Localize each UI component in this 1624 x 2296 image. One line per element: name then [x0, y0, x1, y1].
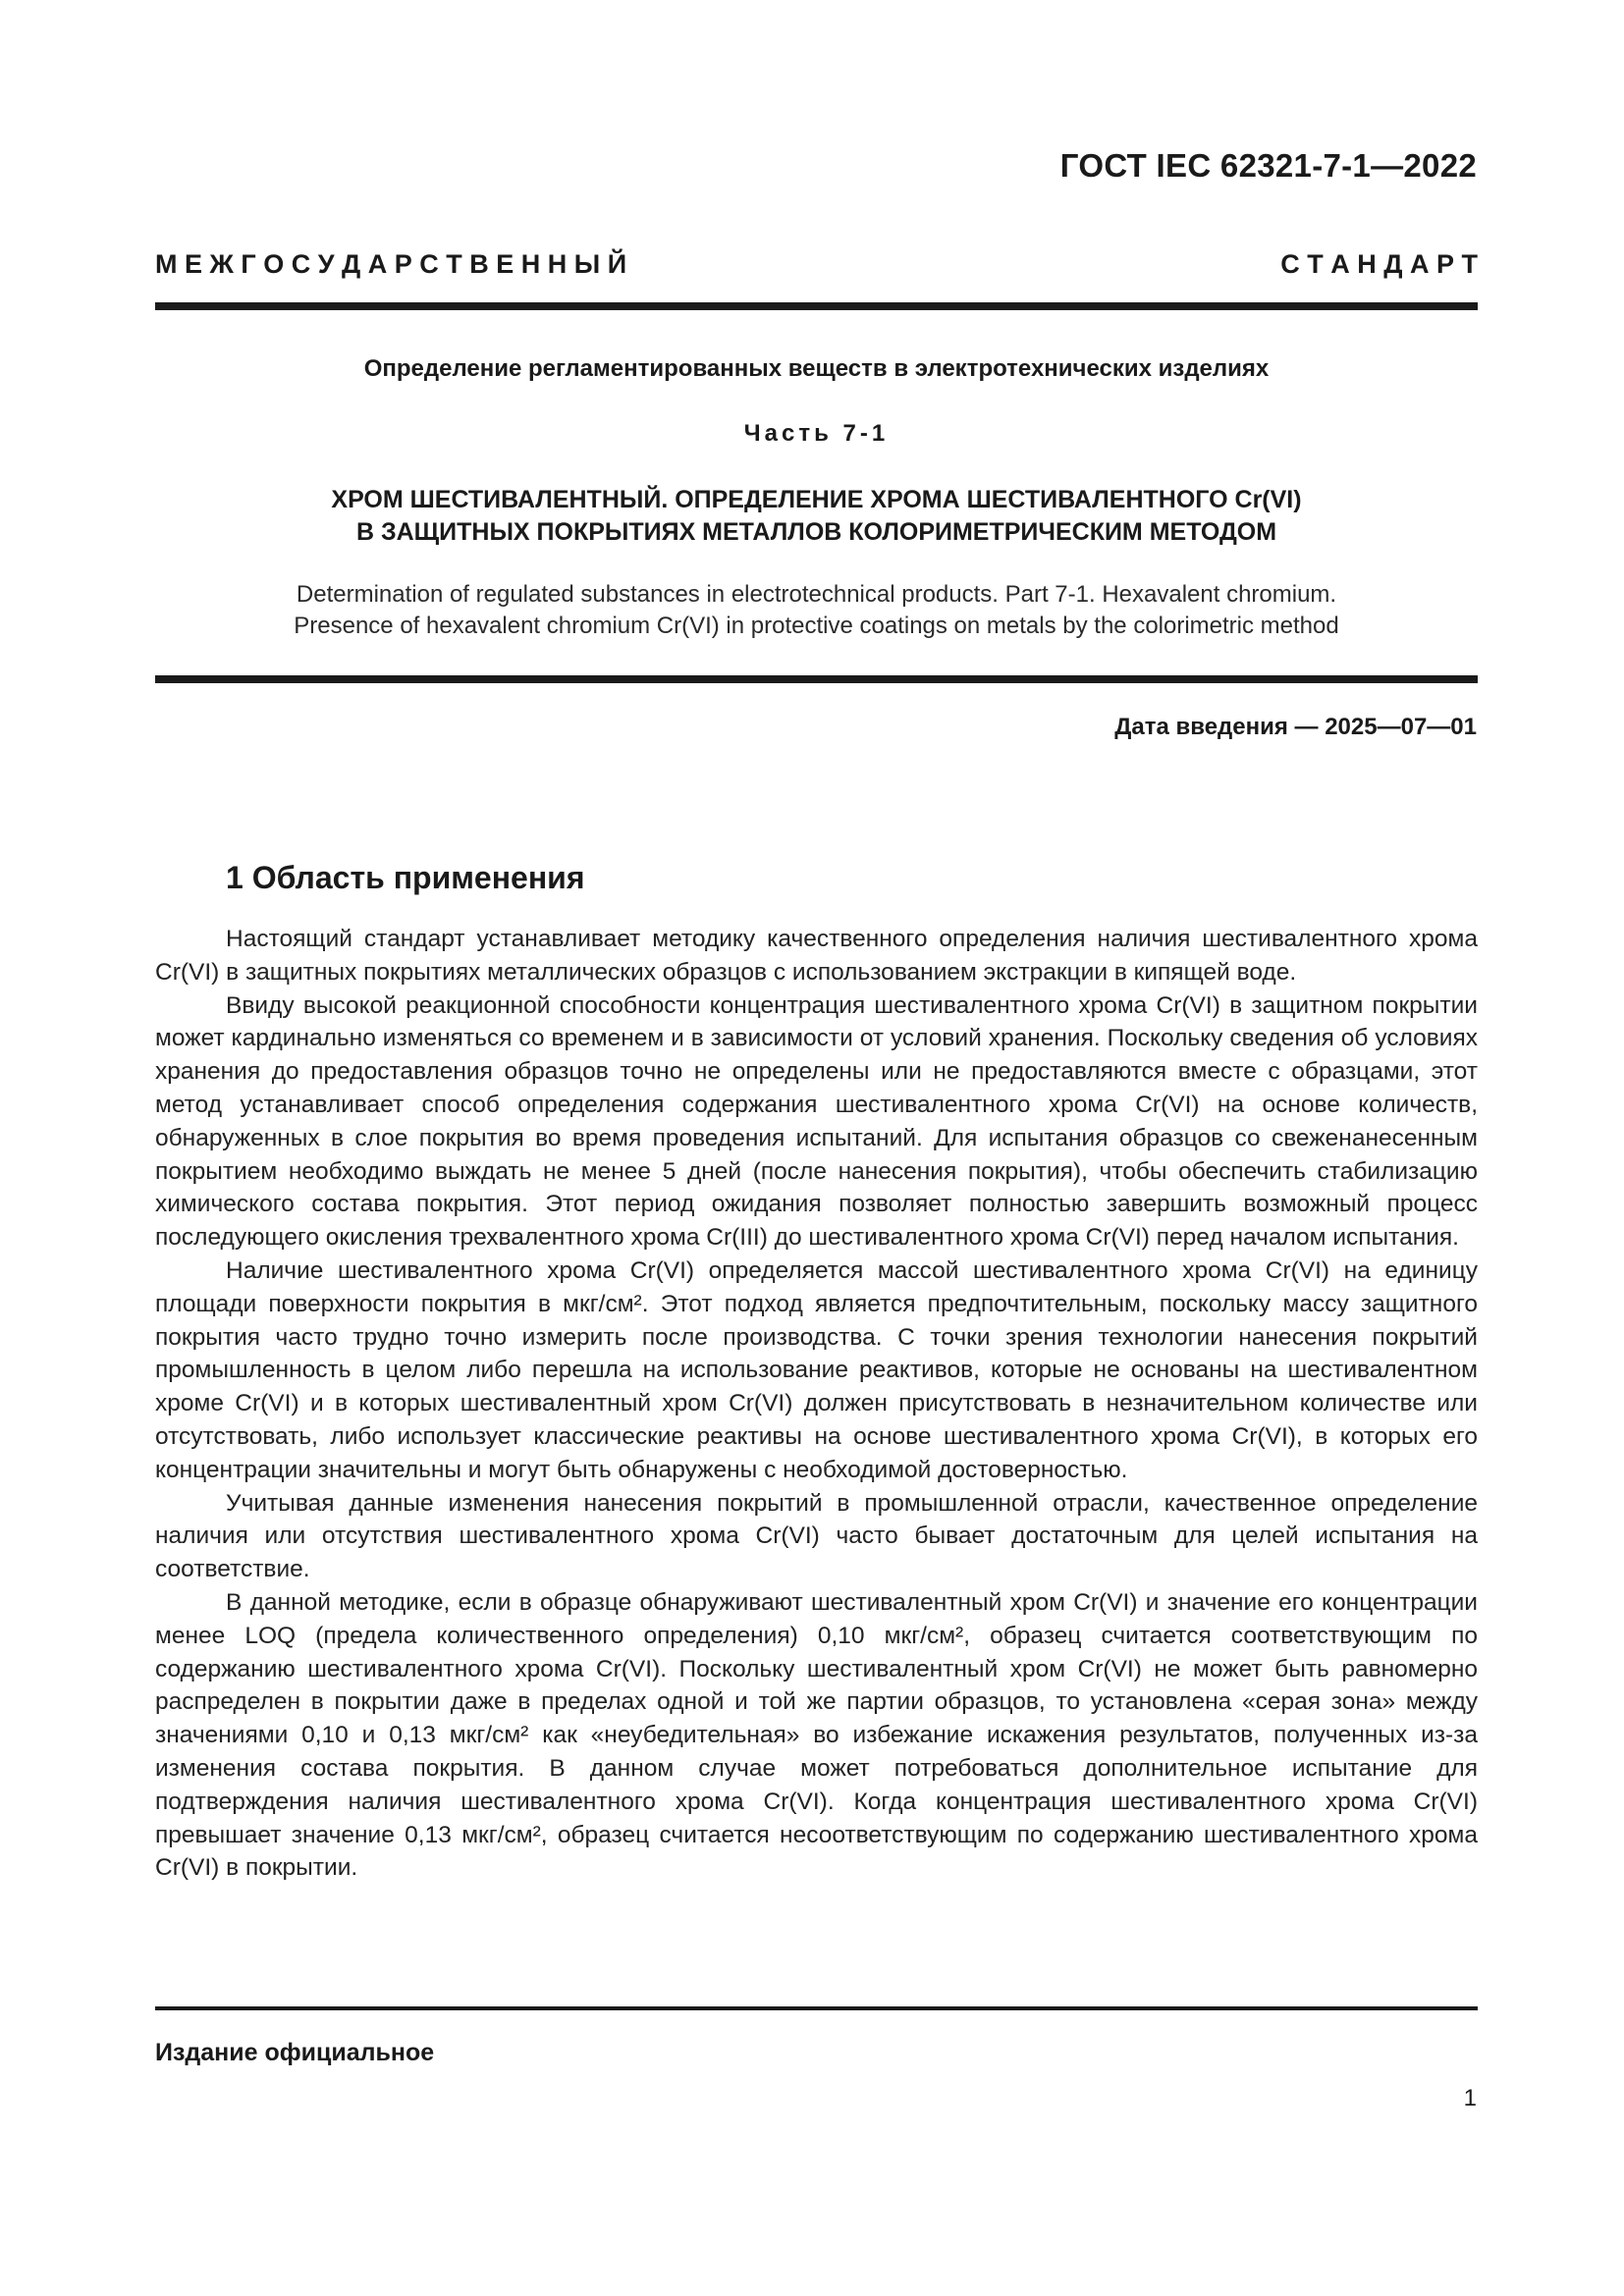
title-russian — [155, 484, 1478, 549]
standard-type — [155, 249, 1478, 280]
paragraph: Наличие шестивалентного хрома Cr(VI) определяется массой шестивалентного хрома Cr(VI) на единицу площади поверхности покрытия в мкг/см². Этот подход является предпочтительным, поскольку массу защитного покрытия часто трудно точно измерить после производства. С точки зрения технологии нанесения покрытий промышленность в целом либо перешла на использование реактивов, которые не основаны на шестивалентном хроме Cr(VI) и в которых шестивалентный хром Cr(VI) должен присутствовать в незначительном количестве или отсутствовать, либо использует классические реактивы на основе шестивалентного хрома Cr(VI), в которых его концентрации значительны и могут быть обнаружены с необходимой достоверностью. — [155, 1256, 1478, 1483]
title-english-line-1: Determination of regulated substances in electrotechnical products. Part 7-1. Hexavalent chromium. — [296, 581, 1337, 608]
introduction-date: Дата введения — 2025—07—01 — [1114, 714, 1477, 740]
standard-type-word-1: М Е Ж Г О С У Д А Р С Т В Е Н Н Ы Й — [155, 249, 627, 279]
footer-rule — [155, 2006, 1478, 2010]
section-body — [155, 923, 1478, 1885]
title-russian-line-1: ХРОМ ШЕСТИВАЛЕНТНЫЙ. ОПРЕДЕЛЕНИЕ ХРОМА ШЕСТИВАЛЕНТНОГО Cr(VI) — [331, 486, 1302, 513]
subject-line: Определение регламентированных веществ в электротехнических изделиях — [363, 355, 1270, 382]
title-english — [155, 579, 1478, 642]
page-number: 1 — [1463, 2085, 1477, 2111]
title-rule — [155, 675, 1478, 683]
paragraph: Настоящий стандарт устанавливает методику качественного определения наличия шестивалентного хрома Cr(VI) в защитных покрытиях металлических образцов с использованием экстракции в кипящей воде. — [155, 926, 1478, 986]
paragraph: Учитывая данные изменения нанесения покрытий в промышленной отрасли, качественное определение наличия или отсутствия шестивалентного хрома Cr(VI) часто бывает достаточным для целей испытания на соответствие. — [155, 1489, 1478, 1583]
header-rule — [155, 302, 1478, 310]
document-number: ГОСТ IEC 62321-7-1—2022 — [1059, 147, 1477, 184]
edition-label: Издание официальное — [155, 2039, 435, 2066]
section-heading: 1 Область применения — [226, 860, 585, 895]
paragraph: Ввиду высокой реакционной способности концентрация шестивалентного хрома Cr(VI) в защитном покрытии может кардинально изменяться со временем и в зависимости от условий хранения. Поскольку сведения об условиях хранения до предоставления образцов точно не определены или не предоставляются вместе с образцами, этот метод устанавливает способ определения содержания шестивалентного хрома Cr(VI) на основе количеств, обнаруженных в слое покрытия во время проведения испытаний. Для испытания образцов со свеженанесенным покрытием необходимо выждать не менее 5 дней (после нанесения покрытия), чтобы обеспечить стабилизацию химического состава покрытия. Этот период ожидания позволяет полностью завершить возможный процесс последующего окисления трехвалентного хрома Cr(III) до шестивалентного хрома Cr(VI) перед началом испытания. — [155, 991, 1478, 1252]
title-english-line-2: Presence of hexavalent chromium Cr(VI) in protective coatings on metals by the colorimetric method — [294, 613, 1339, 639]
standard-type-word-2: С Т А Н Д А Р Т — [1280, 249, 1478, 279]
title-russian-line-2: В ЗАЩИТНЫХ ПОКРЫТИЯХ МЕТАЛЛОВ КОЛОРИМЕТРИЧЕСКИМ МЕТОДОМ — [355, 518, 1277, 546]
paragraph: В данной методике, если в образце обнаруживают шестивалентный хром Cr(VI) и значение его концентрации менее LOQ (предела количественного определения) 0,10 мкг/см², образец считается соответствующим по содержанию шестивалентного хрома Cr(VI). Поскольку шестивалентный хром Cr(VI) не может быть равномерно распределен в покрытии даже в пределах одной и той же партии образцов, то установлена «серая зона» между значениями 0,10 и 0,13 мкг/см² как «неубедительная» во избежание искажения результатов, полученных из-за изменения состава покрытия. В данном случае может потребоваться дополнительное испытание для подтверждения наличия шестивалентного хрома Cr(VI). Когда концентрация шестивалентного хрома Cr(VI) превышает значение 0,13 мкг/см², образец считается несоответствующим по содержанию шестивалентного хрома Cr(VI) в покрытии. — [155, 1588, 1478, 1882]
part-label: Часть 7-1 — [743, 420, 890, 447]
